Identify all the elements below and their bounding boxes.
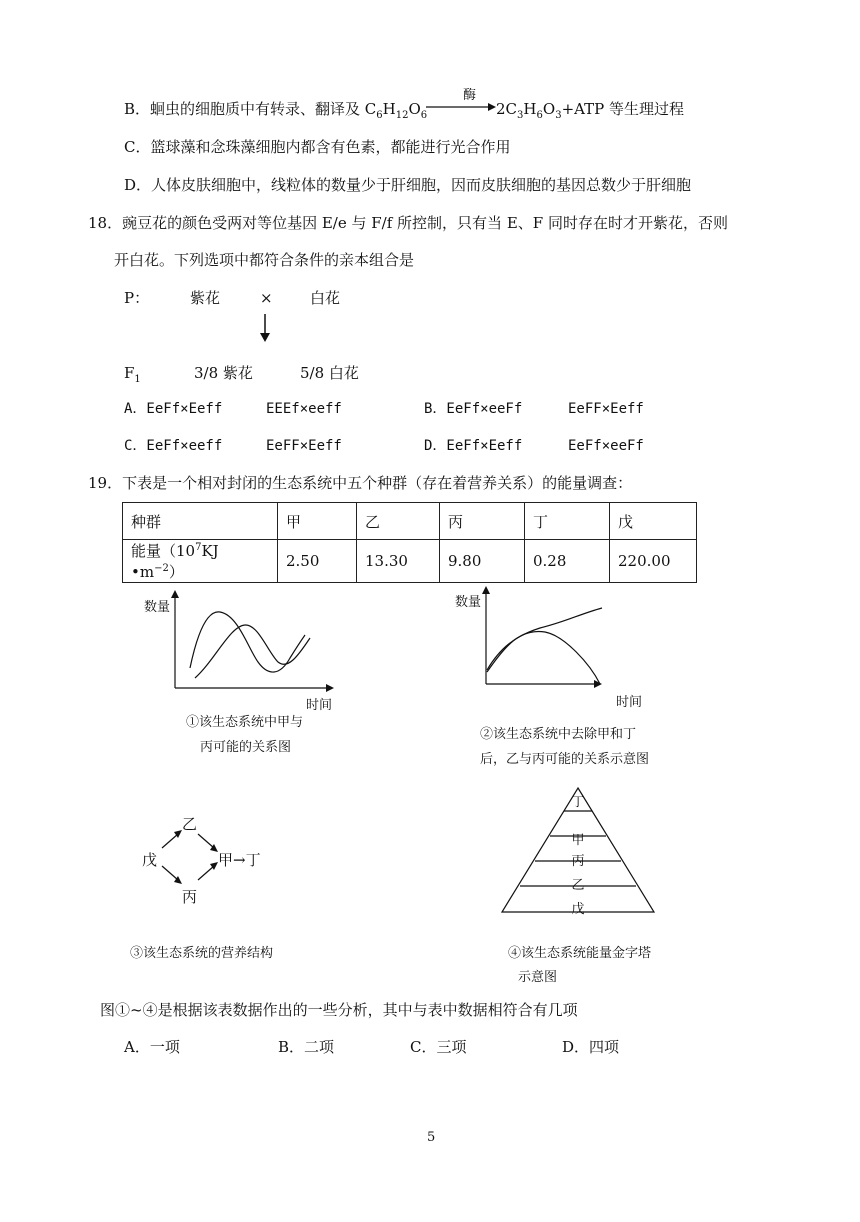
q17-option-b: B．蛔虫的细胞质中有转录、翻译及 $C_6H_{12}O_6$ xyxy=(124,100,428,121)
parent-label: P： xyxy=(124,289,150,307)
jia-to-ding-arrow: → xyxy=(233,851,246,869)
row-label-sup2: −2 xyxy=(154,563,169,574)
table-header-cell: 戊 xyxy=(610,503,697,540)
parent-purple: 紫花 xyxy=(190,289,221,307)
q19-stem: 19．下表是一个相对封闭的生态系统中五个种群（存在着营养关系）的能量调查： xyxy=(88,474,633,492)
table-header-cell: 丁 xyxy=(525,503,610,540)
energy-table xyxy=(122,502,697,583)
f1-text: F xyxy=(124,364,135,382)
row-label-a: 能量（10 xyxy=(131,542,196,560)
figure-2-graph xyxy=(470,586,670,696)
pyramid-level-jia: 甲 xyxy=(571,833,585,848)
q18-option-d1: D．EeFf×Eeff xyxy=(424,438,523,454)
figure-4-caption-1: ④该生态系统能量金字塔 xyxy=(508,946,652,961)
row-label-c: ） xyxy=(168,563,184,581)
table-header-cell: 甲 xyxy=(278,503,357,540)
table-cell: 13.30 xyxy=(357,540,440,583)
pyramid-level-ding: 丁 xyxy=(571,795,585,810)
f1-purple-ratio: 3/8 紫花 xyxy=(194,364,253,382)
table-cell: 2.50 xyxy=(278,540,357,583)
figure-3-caption: ③该生态系统的营养结构 xyxy=(130,946,274,961)
pyramid-level-yi: 乙 xyxy=(571,878,585,893)
f1-sub: 1 xyxy=(134,374,141,385)
node-ding-label: 丁 xyxy=(245,851,261,869)
page-number: 5 xyxy=(427,1130,436,1145)
row-label-sup: 7 xyxy=(195,542,202,553)
table-cell: 9.80 xyxy=(440,540,525,583)
product-prefix: 2C xyxy=(496,100,518,118)
q19-option-c: C．三项 xyxy=(410,1038,467,1056)
q17-option-c: C．篮球藻和念珠藻细胞内都含有色素，都能进行光合作用 xyxy=(124,138,511,156)
product-suffix: +ATP 等生理过程 xyxy=(561,100,685,118)
figure-2-ylabel: 数量 xyxy=(455,595,482,610)
q18-option-a1: A．EeFf×Eeff xyxy=(124,401,223,417)
q18-option-d2: EeFf×eeFf xyxy=(568,438,644,454)
parent-white: 白花 xyxy=(310,289,341,307)
figure-1-ylabel: 数量 xyxy=(144,600,171,615)
node-jia-label: 甲 xyxy=(218,851,234,869)
table-cell: 0.28 xyxy=(525,540,610,583)
down-arrow xyxy=(258,313,272,343)
figure-1-xlabel: 时间 xyxy=(306,698,333,713)
q18-stem-line2: 开白花。下列选项中都符合条件的亲本组合是 xyxy=(114,251,415,269)
figure-2-caption-1: ②该生态系统中去除甲和丁 xyxy=(480,727,637,742)
q19-option-b: B．二项 xyxy=(278,1038,335,1056)
q17-b-product: $2C_3H_6O_3+ATP$ 等生理过程 xyxy=(496,100,685,121)
f1-white-ratio: 5/8 白花 xyxy=(300,364,359,382)
q18-stem-line1: 18．豌豆花的颜色受两对等位基因 E/e 与 F/f 所控制，只有当 E、F 同时存在时才开紫花，否则 xyxy=(88,214,728,232)
parent-cross: × xyxy=(260,289,273,307)
q18-option-c2: EeFF×Eeff xyxy=(266,438,342,454)
table-header-cell: 丙 xyxy=(440,503,525,540)
enzyme-arrow xyxy=(424,88,494,118)
q17-b-text: B．蛔虫的细胞质中有转录、翻译及 C xyxy=(124,100,377,118)
q18-option-c1: C．EeFf×eeff xyxy=(124,438,223,454)
figure-4-caption-2: 示意图 xyxy=(518,970,558,985)
q18-option-b1: B．EeFf×eeFf xyxy=(424,401,523,417)
table-row xyxy=(123,540,697,583)
q17-option-d: D．人体皮肤细胞中，线粒体的数量少于肝细胞，因而皮肤细胞的基因总数少于肝细胞 xyxy=(124,176,692,194)
pyramid-level-wu: 戊 xyxy=(571,902,585,917)
node-wu: 戊 xyxy=(142,851,158,869)
row-label-b: KJ •m xyxy=(131,542,219,581)
figure-2-caption-2: 后，乙与丙可能的关系示意图 xyxy=(480,752,650,767)
pyramid-level-bing: 丙 xyxy=(571,854,585,869)
node-yi: 乙 xyxy=(182,815,198,833)
f1-label xyxy=(124,363,141,390)
node-jia xyxy=(218,850,261,870)
table-header-cell: 种群 xyxy=(123,503,278,540)
q18-option-b2: EeFF×Eeff xyxy=(568,401,644,417)
figure-1-caption-1: ①该生态系统中甲与 xyxy=(186,715,304,730)
q19-option-a: A．一项 xyxy=(124,1038,180,1056)
energy-row-label xyxy=(123,540,278,583)
enzyme-label: 酶 xyxy=(463,88,477,103)
q19-option-d: D．四项 xyxy=(562,1038,620,1056)
table-header-row xyxy=(123,503,697,540)
table-cell: 220.00 xyxy=(610,540,697,583)
figure-1-caption-2: 丙可能的关系图 xyxy=(200,740,292,755)
table-header-cell: 乙 xyxy=(357,503,440,540)
q18-option-a2: EEEf×eeff xyxy=(266,401,342,417)
figure-2-xlabel: 时间 xyxy=(616,695,643,710)
q19-question: 图①~④是根据该表数据作出的一些分析，其中与表中数据相符合有几项 xyxy=(100,1001,578,1019)
node-bing: 丙 xyxy=(182,888,198,906)
